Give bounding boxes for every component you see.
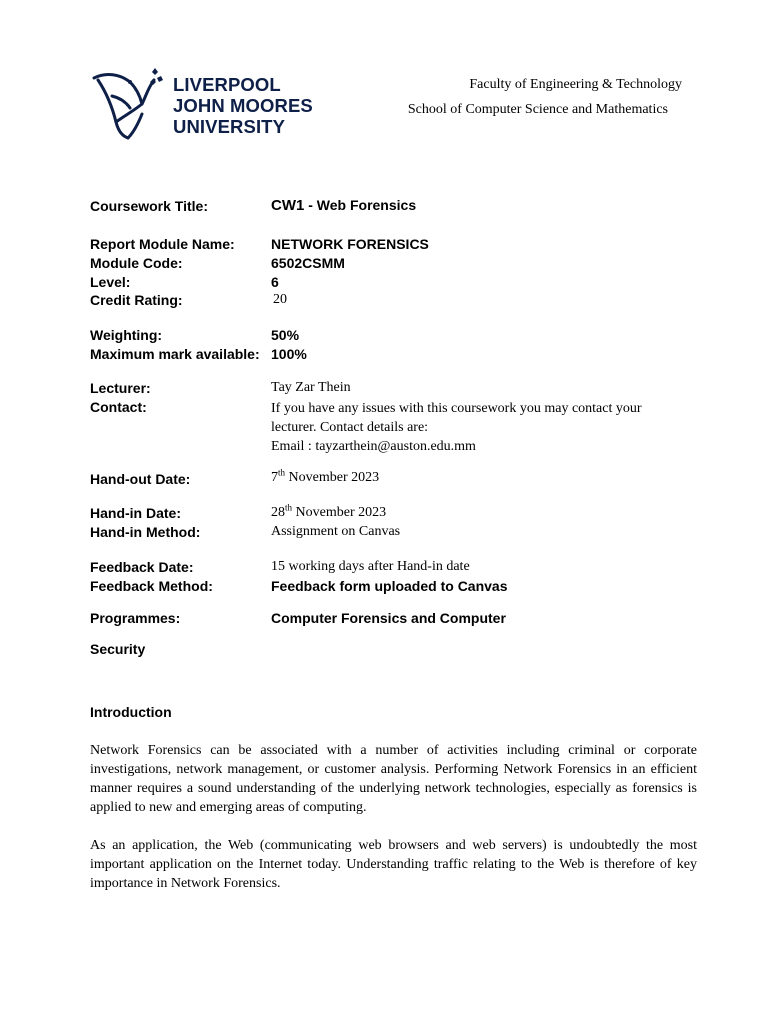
introduction-paragraph-1: Network Forensics can be associated with a number of activities including criminal or corporate investigations, network management, or customer analysis. Performing Network Forensics in an efficient manner requires a sound understanding of the underlying network technologies, especially as forensics is applied to new and emerging areas of computing. <box>90 743 697 815</box>
feedback-date-label: Feedback Date: <box>90 559 194 575</box>
coursework-title-value <box>271 197 416 214</box>
weighting-value: 50% <box>271 327 300 343</box>
introduction-heading: Introduction <box>90 704 172 720</box>
faculty-block <box>408 72 682 122</box>
credit-rating-value: 20 <box>273 292 287 307</box>
lecturer-value: Tay Zar Thein <box>271 380 351 395</box>
hand-in-method-label: Hand-in Method: <box>90 524 201 540</box>
hand-out-day-suffix: th <box>278 467 286 478</box>
logo-wordmark <box>173 74 313 137</box>
feedback-date-value: 15 working days after Hand-in date <box>271 559 470 574</box>
hand-in-month-year: November 2023 <box>292 505 387 520</box>
coursework-title-prefix: CW1 <box>271 197 305 214</box>
module-code-label: Module Code: <box>90 255 183 271</box>
hand-out-date-value <box>271 467 380 486</box>
hand-in-date-label: Hand-in Date: <box>90 505 181 521</box>
hand-in-day: 28 <box>271 505 285 520</box>
coursework-title-label: Coursework Title: <box>90 198 208 214</box>
introduction-paragraph-2: As an application, the Web (communicating web browsers and web servers) is undoubtedly the most important application on the Internet today. Understanding traffic relating to the Web is therefore of key importance in Network Forensics. <box>90 838 697 891</box>
liver-bird-icon <box>90 68 168 140</box>
max-mark-label: Maximum mark available: <box>90 346 260 362</box>
hand-out-date-label: Hand-out Date: <box>90 471 191 487</box>
logo-line-3: UNIVERSITY <box>173 116 286 137</box>
university-logo <box>90 68 330 140</box>
credit-rating-label: Credit Rating: <box>90 292 183 308</box>
faculty-name: Faculty of Engineering & Technology <box>469 77 682 92</box>
feedback-method-value: Feedback form uploaded to Canvas <box>271 578 508 594</box>
programmes-value: Computer Forensics and Computer <box>271 610 506 626</box>
contact-email: Email : tayzarthein@auston.edu.mm <box>271 439 476 454</box>
contact-value <box>271 399 642 456</box>
module-code-value: 6502CSMM <box>271 255 345 271</box>
hand-out-day: 7 <box>271 470 278 485</box>
programmes-continuation: Security <box>90 641 146 657</box>
hand-in-method-value: Assignment on Canvas <box>271 524 401 539</box>
feedback-method-label: Feedback Method: <box>90 578 213 594</box>
contact-label: Contact: <box>90 399 147 415</box>
level-label: Level: <box>90 274 131 290</box>
lecturer-label: Lecturer: <box>90 380 151 396</box>
weighting-label: Weighting: <box>90 327 163 343</box>
hand-in-day-suffix: th <box>285 502 293 513</box>
programmes-label: Programmes: <box>90 610 181 626</box>
school-name: School of Computer Science and Mathematics <box>407 102 668 117</box>
report-module-name-value: NETWORK FORENSICS <box>271 236 429 252</box>
hand-in-date-value <box>271 502 387 521</box>
logo-line-1: LIVERPOOL <box>173 74 281 95</box>
hand-out-month-year: November 2023 <box>285 470 380 485</box>
contact-line-2: lecturer. Contact details are: <box>271 420 429 435</box>
coursework-title-rest: - Web Forensics <box>304 197 417 213</box>
logo-line-2: JOHN MOORES <box>173 95 313 116</box>
level-value: 6 <box>271 274 279 290</box>
max-mark-value: 100% <box>271 346 307 362</box>
contact-line-1: If you have any issues with this coursework you may contact your <box>271 401 642 416</box>
report-module-name-label: Report Module Name: <box>90 236 235 252</box>
